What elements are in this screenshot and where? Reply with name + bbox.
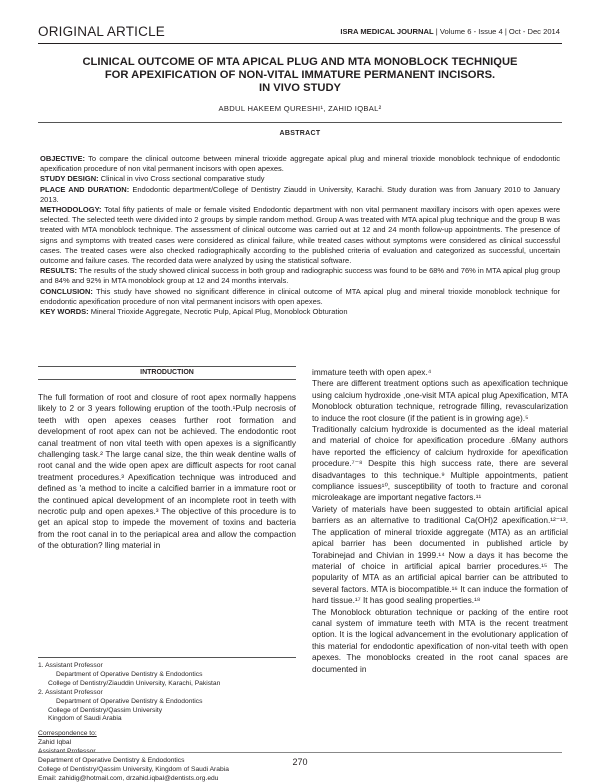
article-title: [30, 56, 570, 95]
issue-info: | Volume 6 - Issue 4 | Oct - Dec 2014: [435, 27, 560, 36]
keywords-text: Mineral Trioxide Aggregate, Necrotic Pulp, Apical Plug, Monoblock Obturation: [90, 307, 348, 317]
journal-info: [340, 27, 560, 36]
abstract-keywords: [40, 307, 560, 317]
authors-rule: [38, 122, 562, 123]
introduction-heading: INTRODUCTION: [140, 369, 194, 376]
abstract-body: [40, 154, 560, 317]
correspondence-title: Assistant Professor: [38, 748, 96, 756]
aff1-dept: Department of Operative Dentistry & Endodontics: [56, 670, 203, 678]
abstract-objective: [40, 154, 560, 174]
aff2-title: 2. Assistant Professor: [38, 688, 103, 696]
abstract-method: [40, 205, 560, 266]
objective-text: To compare the clinical outcome between mineral trioxide aggregate apical plug and mineral trioxide monoblock technique of endodontic apexification procedure of non vital permanent incisors with open apexes.: [40, 154, 560, 174]
correspondence-name: Zahid Iqbal: [38, 739, 72, 747]
intro-paragraph-2: There are different treatment options such as apexification technique using calcium hydroxide ,one-visit MTA apical plug Apexification, MTA Monoblock obturation technique, retrograde filling, revascularization to induce the root closure (if the patient is in growing age).⁵: [312, 378, 568, 423]
authors: ABDUL HAKEEM QURESHI¹, ZAHID IQBAL²: [218, 104, 382, 113]
aff2-dept: Department of Operative Dentistry & Endodontics: [56, 697, 203, 705]
correspondence-dept: Department of Operative Dentistry & Endodontics: [38, 757, 185, 765]
conclusion-label: CONCLUSION:: [40, 286, 93, 296]
keywords-label: KEY WORDS:: [40, 307, 89, 317]
aff1-title: 1. Assistant Professor: [38, 662, 103, 669]
aff2-college: College of Dentistry/Qassim University: [48, 706, 163, 714]
objective-label: OBJECTIVE:: [40, 154, 86, 163]
footer-rule: [38, 752, 562, 753]
header-rule: [38, 43, 562, 44]
intro-paragraph-3: Traditionally calcium hydroxide is documented as the ideal material and material of choice for apexification procedure .6Many authors have reported the efficiency of calcium hydroxide for apexification procedure.⁷⁻⁸ Despite this high success rate, there are several disadvantages to this technique.⁹ Multiple appointments, patient compliance issues¹⁰, susceptibility of tooth to fracture and coronal microleakage are important negative factors.¹¹: [312, 424, 568, 503]
abstract-place: [40, 185, 560, 205]
title-line-1: CLINICAL OUTCOME OF MTA APICAL PLUG AND MTA MONOBLOCK TECHNIQUE: [82, 56, 518, 68]
intro-paragraph-continued: immature teeth with open apex.⁴: [312, 367, 432, 377]
abstract-results: [40, 266, 560, 286]
journal-name: ISRA MEDICAL JOURNAL: [340, 27, 434, 36]
correspondence-label: Correspondence to:: [38, 730, 97, 738]
aff1-college: College of Dentistry/Ziauddin University, Karachi, Pakistan: [48, 679, 221, 687]
abstract-heading: ABSTRACT: [279, 130, 321, 137]
intro-paragraph-5: The Monoblock obturation technique or packing of the entire root canal system of immature teeth with MTA is the recent treatment option. It is the logical advancement in the evolutionary application of this material for endodontic apexification of non-vital teeth with open apexes. The monoblocks created in the root canal spaces are documented in: [312, 606, 568, 674]
results-label: RESULTS:: [40, 266, 77, 276]
design-text: Clinical in vivo Cross sectional comparative study: [100, 174, 265, 184]
page-number: 270: [292, 757, 308, 767]
title-line-3: IN VIVO STUDY: [258, 82, 342, 94]
results-text: The results of the study showed clinical success in both group and radiographic success was found to be 68% and 76% in MTA apical plug group and 84% and 92% in MTA monoblock group at 12 and 24 months intervals.: [40, 266, 560, 286]
correspondence-college: College of Dentistry/Qassim University, Kingdom of Saudi Arabia: [38, 765, 229, 773]
place-text: Endodontic department/College of Dentistry Ziaudd in University, Karachi. Study duration was from January 2010 to January 2013.: [40, 184, 560, 204]
intro-paragraph-1: The full formation of root and closure of root apex normally happens likely to 2 or 3 years following eruption of the tooth.¹Pulp necrosis of teeth with open apexes ceases further root formation and development of root apex can not be achieved. The endodontic root canal treatment of non vital teeth with open apexes is a significantly challenging task.² The large canal size, the thin weak dentine walls of root canal and the wide open apex are difficult aspects for root canal treatment procedures.³ Apexification technique was introduced and defined as 'a method to incite a calcified barrier in a immature root or the continued apical development of an incomplete root in teeth with necrotic pulp and open apexes.³ The objective of this procedure is to get an apical stop to impede the movement of toxins and bacteria from the root canal in to the periapical area and allow the compaction of the obturation? lling material in: [38, 392, 296, 551]
conclusion-text: This study have showed no significant difference in clinical outcome of MTA apical plug and mineral trioxide monoblock technique for endodontic apexification procedure of non vital permanent incisors with open apexes.: [40, 286, 560, 306]
intro-paragraph-4: Variety of materials have been suggested to obtain artificial apical barriers as an alternative to traditional Ca(OH)2 apexification.¹²⁻¹³. The application of mineral trioxide aggregate (MTA) as an artificial apical barrier has been documented in published article by Torabinejad and Chivian in 1999.¹⁴ Now a days it has become the material of choice in artificial apical barrier procedures.¹⁵ The popularity of MTA as an artificial apical barrier can be attributed to several factors. MTA is biocompatible.¹⁶ It can induce the formation of hard tissue.¹⁷ It has good sealing properties.¹⁸: [312, 503, 568, 606]
affiliation-rule: [38, 657, 296, 658]
method-label: METHODOLOGY:: [40, 205, 102, 215]
title-line-2: FOR APEXIFICATION OF NON-VITAL IMMATURE PERMANENT INCISORS.: [104, 69, 496, 81]
section-label: ORIGINAL ARTICLE: [38, 24, 165, 39]
correspondence-email[interactable]: Email: zahidig@hotmail.com, drzahid.iqbal@dentists.org.edu: [38, 774, 219, 782]
intro-left-column: [38, 392, 296, 552]
design-label: STUDY DESIGN:: [40, 174, 99, 184]
method-text: Total fifty patients of male or female visited Endodontic department with non vital permanent maxillary incisors with open apexes were selected. The selected teeth were divided into 2 groups by simple random method. Group A was treated with MTA apical plug technique and the group B was treated with MTA monoblock technique. The assessment of clinical outcome was carried out at 12 and 24 month follow-up appointments. The presence of signs and symptoms with treated cases were considered as clinical failure, while treated cases without symptoms were considered as clinical successful cases. The treated cases were also checked radiographically according to the published criteria of evaluation and categorized as successful, uncertain outcome and failure cases. The recorded data were analyzed by using the statistical software.: [40, 205, 560, 266]
aff2-country: Kingdom of Saudi Arabia: [48, 715, 122, 723]
place-label: PLACE AND DURATION:: [40, 184, 130, 194]
abstract-conclusion: [40, 287, 560, 307]
abstract-design: [40, 174, 560, 184]
intro-right-column: [312, 367, 568, 675]
